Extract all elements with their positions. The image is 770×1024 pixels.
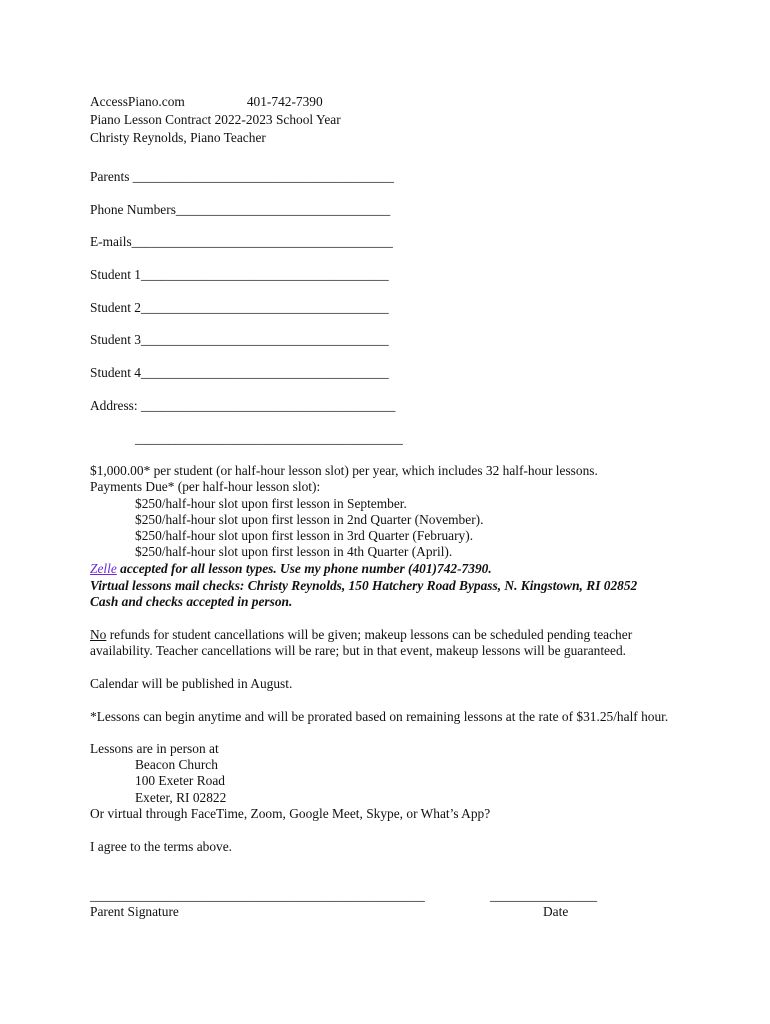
refund-no-word: No	[90, 627, 107, 642]
lessons-location-intro: Lessons are in person at	[90, 741, 219, 756]
contract-title: Piano Lesson Contract 2022-2023 School Year	[90, 112, 341, 127]
parents-field[interactable]: Parents _______________________________________	[90, 169, 394, 184]
payments-due-heading: Payments Due* (per half-hour lesson slot):	[90, 479, 321, 494]
address-line2-field[interactable]: ________________________________________	[135, 431, 403, 446]
location-street: 100 Exeter Road	[135, 773, 225, 788]
agreement-text: I agree to the terms above.	[90, 839, 233, 854]
parent-signature-label: Parent Signature	[90, 904, 179, 919]
phone-numbers-field[interactable]: Phone Numbers________________________________	[90, 202, 391, 217]
date-label: Date	[543, 904, 569, 919]
virtual-options: Or virtual through FaceTime, Zoom, Google Meet, Skype, or What’s App?	[90, 806, 491, 821]
student4-field[interactable]: Student 4_____________________________________	[90, 365, 389, 380]
installment-november: $250/half-hour slot upon first lesson in 2nd Quarter (November).	[135, 512, 484, 527]
calendar-note: Calendar will be published in August.	[90, 676, 293, 691]
website-text: AccessPiano.com	[90, 94, 185, 109]
price-line: $1,000.00* per student (or half-hour lesson slot) per year, which includes 32 half-hour lessons.	[90, 463, 598, 478]
signature-lines	[90, 888, 425, 904]
zelle-text: accepted for all lesson types. Use my phone number (401)742-7390.	[116, 561, 492, 576]
phone-text: 401-742-7390	[246, 94, 323, 109]
student2-field[interactable]: Student 2_____________________________________	[90, 300, 389, 315]
location-city: Exeter, RI 02822	[135, 790, 227, 805]
date-line[interactable]: ________________	[490, 888, 598, 903]
contract-page	[90, 0, 730, 1024]
zelle-line	[90, 561, 492, 577]
installment-april: $250/half-hour slot upon first lesson in 4th Quarter (April).	[135, 544, 453, 559]
installment-february: $250/half-hour slot upon first lesson in 3rd Quarter (February).	[135, 528, 474, 543]
header-contact-line	[90, 94, 323, 110]
emails-field[interactable]: E-mails_______________________________________	[90, 234, 393, 249]
virtual-checks-line: Virtual lessons mail checks: Christy Reynolds, 150 Hatchery Road Bypass, N. Kingstown, RI 02852	[90, 578, 638, 593]
teacher-name: Christy Reynolds, Piano Teacher	[90, 130, 266, 145]
refund-policy	[90, 627, 670, 659]
signature-line[interactable]: __________________________________________________	[90, 888, 425, 903]
location-church: Beacon Church	[135, 757, 218, 772]
installment-september: $250/half-hour slot upon first lesson in September.	[135, 496, 407, 511]
student3-field[interactable]: Student 3_____________________________________	[90, 332, 389, 347]
zelle-link[interactable]: Zelle	[90, 561, 117, 576]
address-field[interactable]: Address: ______________________________________	[90, 398, 396, 413]
prorate-note: *Lessons can begin anytime and will be prorated based on remaining lessons at the rate of $31.25/half hour.	[90, 709, 669, 724]
cash-checks-line: Cash and checks accepted in person.	[90, 594, 293, 609]
refund-text: refunds for student cancellations will be given; makeup lessons can be scheduled pending teacher availability. Teacher cancellations will be rare; but in that event, makeup lessons will be guaranteed.	[90, 627, 633, 658]
student1-field[interactable]: Student 1_____________________________________	[90, 267, 389, 282]
